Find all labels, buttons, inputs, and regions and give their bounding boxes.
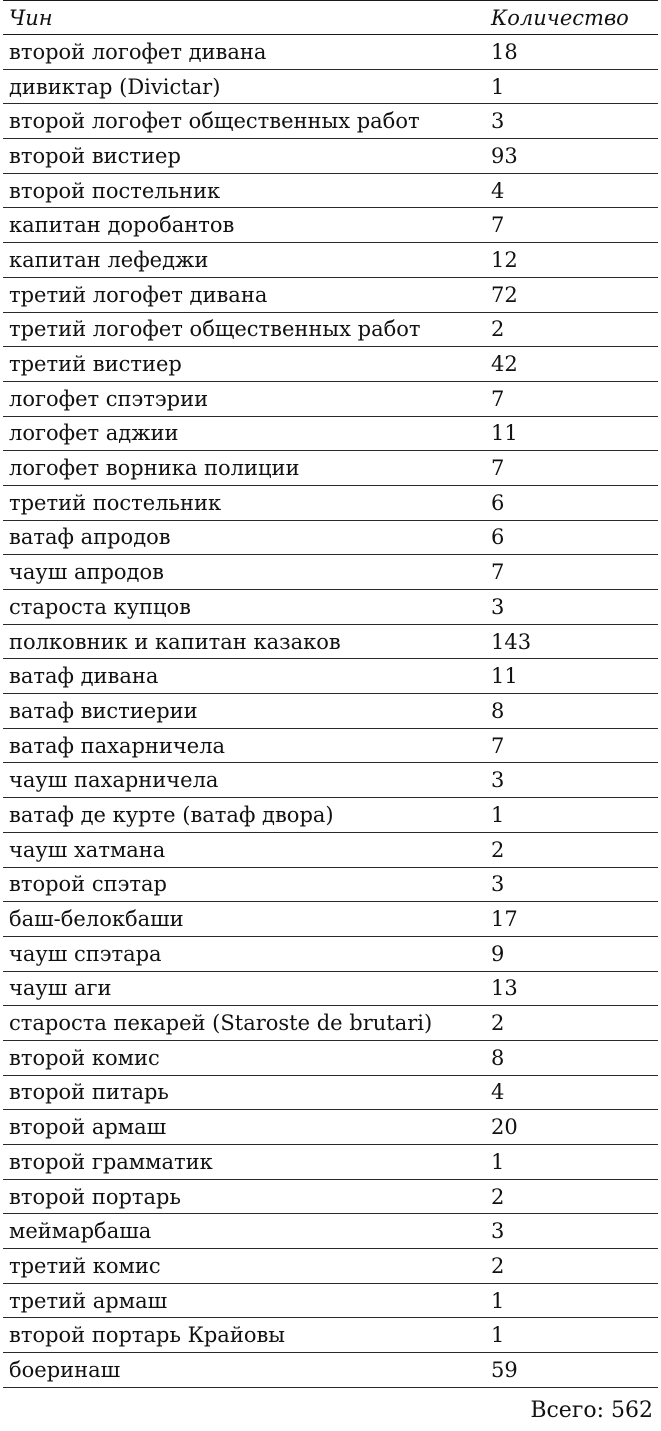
rank-cell: второй грамматик: [3, 1145, 479, 1180]
count-cell: 8: [479, 1040, 658, 1075]
rank-cell: логофет аджии: [3, 416, 479, 451]
table-row: [3, 936, 658, 971]
count-cell: 17: [479, 902, 658, 937]
rank-cell: староста купцов: [3, 590, 479, 625]
table-row: [3, 832, 658, 867]
rank-cell: меймарбаша: [3, 1214, 479, 1249]
count-cell: 2: [479, 1006, 658, 1041]
table-body: [3, 35, 658, 1388]
count-cell: 3: [479, 1214, 658, 1249]
table-row: [3, 798, 658, 833]
rank-cell: чауш аги: [3, 971, 479, 1006]
rank-cell: второй питарь: [3, 1075, 479, 1110]
rank-cell: второй спэтар: [3, 867, 479, 902]
table-header: [3, 1, 658, 35]
table-row: [3, 451, 658, 486]
count-cell: 2: [479, 1179, 658, 1214]
count-cell: 1: [479, 1318, 658, 1353]
rank-cell: второй портарь Крайовы: [3, 1318, 479, 1353]
table-row: [3, 1318, 658, 1353]
rank-cell: дивиктар (Divictar): [3, 69, 479, 104]
table-row: [3, 694, 658, 729]
table-row: [3, 1040, 658, 1075]
count-cell: 18: [479, 35, 658, 70]
count-cell: 4: [479, 173, 658, 208]
header-row: [3, 1, 658, 35]
table-row: [3, 867, 658, 902]
count-cell: 93: [479, 139, 658, 174]
table-row: [3, 1249, 658, 1284]
count-cell: 72: [479, 277, 658, 312]
count-cell: 3: [479, 104, 658, 139]
count-cell: 4: [479, 1075, 658, 1110]
count-cell: 2: [479, 312, 658, 347]
rank-cell: боеринаш: [3, 1353, 479, 1388]
count-cell: 13: [479, 971, 658, 1006]
count-cell: 11: [479, 659, 658, 694]
rank-cell: второй комис: [3, 1040, 479, 1075]
table-row: [3, 728, 658, 763]
total-count: Всего: 562: [530, 1398, 653, 1423]
table-row: [3, 35, 658, 70]
count-cell: 2: [479, 832, 658, 867]
table-row: [3, 173, 658, 208]
count-cell: 7: [479, 451, 658, 486]
table-row: [3, 590, 658, 625]
rank-cell: капитан лефеджи: [3, 243, 479, 278]
count-cell: 20: [479, 1110, 658, 1145]
table-row: [3, 1179, 658, 1214]
table-row: [3, 381, 658, 416]
table-row: [3, 624, 658, 659]
rank-cell: чауш апродов: [3, 555, 479, 590]
count-cell: 1: [479, 1283, 658, 1318]
table-row: [3, 1353, 658, 1388]
rank-cell: логофет спэтэрии: [3, 381, 479, 416]
rank-cell: ватаф апродов: [3, 520, 479, 555]
rank-cell: третий логофет дивана: [3, 277, 479, 312]
count-cell: 42: [479, 347, 658, 382]
count-cell: 9: [479, 936, 658, 971]
rank-cell: ватаф вистиерии: [3, 694, 479, 729]
table-row: [3, 1283, 658, 1318]
table-row: [3, 520, 658, 555]
count-cell: 11: [479, 416, 658, 451]
count-cell: 6: [479, 485, 658, 520]
table-row: [3, 1006, 658, 1041]
count-cell: 7: [479, 728, 658, 763]
table-row: [3, 763, 658, 798]
rank-cell: второй постельник: [3, 173, 479, 208]
table-row: [3, 485, 658, 520]
rank-cell: логофет ворника полиции: [3, 451, 479, 486]
table-row: [3, 902, 658, 937]
table-row: [3, 347, 658, 382]
column-header-rank: Чин: [3, 1, 479, 35]
table-row: [3, 971, 658, 1006]
table-row: [3, 1110, 658, 1145]
rank-cell: ватаф де курте (ватаф двора): [3, 798, 479, 833]
rank-cell: второй армаш: [3, 1110, 479, 1145]
table-row: [3, 139, 658, 174]
rank-cell: полковник и капитан казаков: [3, 624, 479, 659]
count-cell: 2: [479, 1249, 658, 1284]
rank-cell: чауш спэтара: [3, 936, 479, 971]
rank-cell: третий логофет общественных работ: [3, 312, 479, 347]
count-cell: 1: [479, 1145, 658, 1180]
rank-cell: третий постельник: [3, 485, 479, 520]
rank-cell: чауш хатмана: [3, 832, 479, 867]
rank-cell: третий комис: [3, 1249, 479, 1284]
count-cell: 7: [479, 555, 658, 590]
count-cell: 3: [479, 763, 658, 798]
table-row: [3, 243, 658, 278]
rank-cell: ватаф дивана: [3, 659, 479, 694]
rank-cell: второй вистиер: [3, 139, 479, 174]
rank-cell: ватаф пахарничела: [3, 728, 479, 763]
table-row: [3, 555, 658, 590]
rank-cell: второй логофет общественных работ: [3, 104, 479, 139]
rank-cell: чауш пахарничела: [3, 763, 479, 798]
count-cell: 7: [479, 381, 658, 416]
ranks-table: [3, 0, 658, 1388]
rank-cell: третий армаш: [3, 1283, 479, 1318]
rank-cell: второй логофет дивана: [3, 35, 479, 70]
count-cell: 8: [479, 694, 658, 729]
rank-cell: второй портарь: [3, 1179, 479, 1214]
table-row: [3, 104, 658, 139]
count-cell: 1: [479, 69, 658, 104]
table-row: [3, 69, 658, 104]
column-header-count: Количество: [479, 1, 658, 35]
count-cell: 143: [479, 624, 658, 659]
count-cell: 7: [479, 208, 658, 243]
table-row: [3, 1214, 658, 1249]
rank-cell: староста пекарей (Staroste de brutari): [3, 1006, 479, 1041]
rank-cell: третий вистиер: [3, 347, 479, 382]
table-row: [3, 312, 658, 347]
count-cell: 12: [479, 243, 658, 278]
table-row: [3, 659, 658, 694]
table-row: [3, 1075, 658, 1110]
count-cell: 1: [479, 798, 658, 833]
rank-cell: баш-белокбаши: [3, 902, 479, 937]
count-cell: 59: [479, 1353, 658, 1388]
count-cell: 3: [479, 867, 658, 902]
table-row: [3, 208, 658, 243]
table-row: [3, 1145, 658, 1180]
table-row: [3, 416, 658, 451]
count-cell: 3: [479, 590, 658, 625]
rank-cell: капитан доробантов: [3, 208, 479, 243]
count-cell: 6: [479, 520, 658, 555]
table-row: [3, 277, 658, 312]
